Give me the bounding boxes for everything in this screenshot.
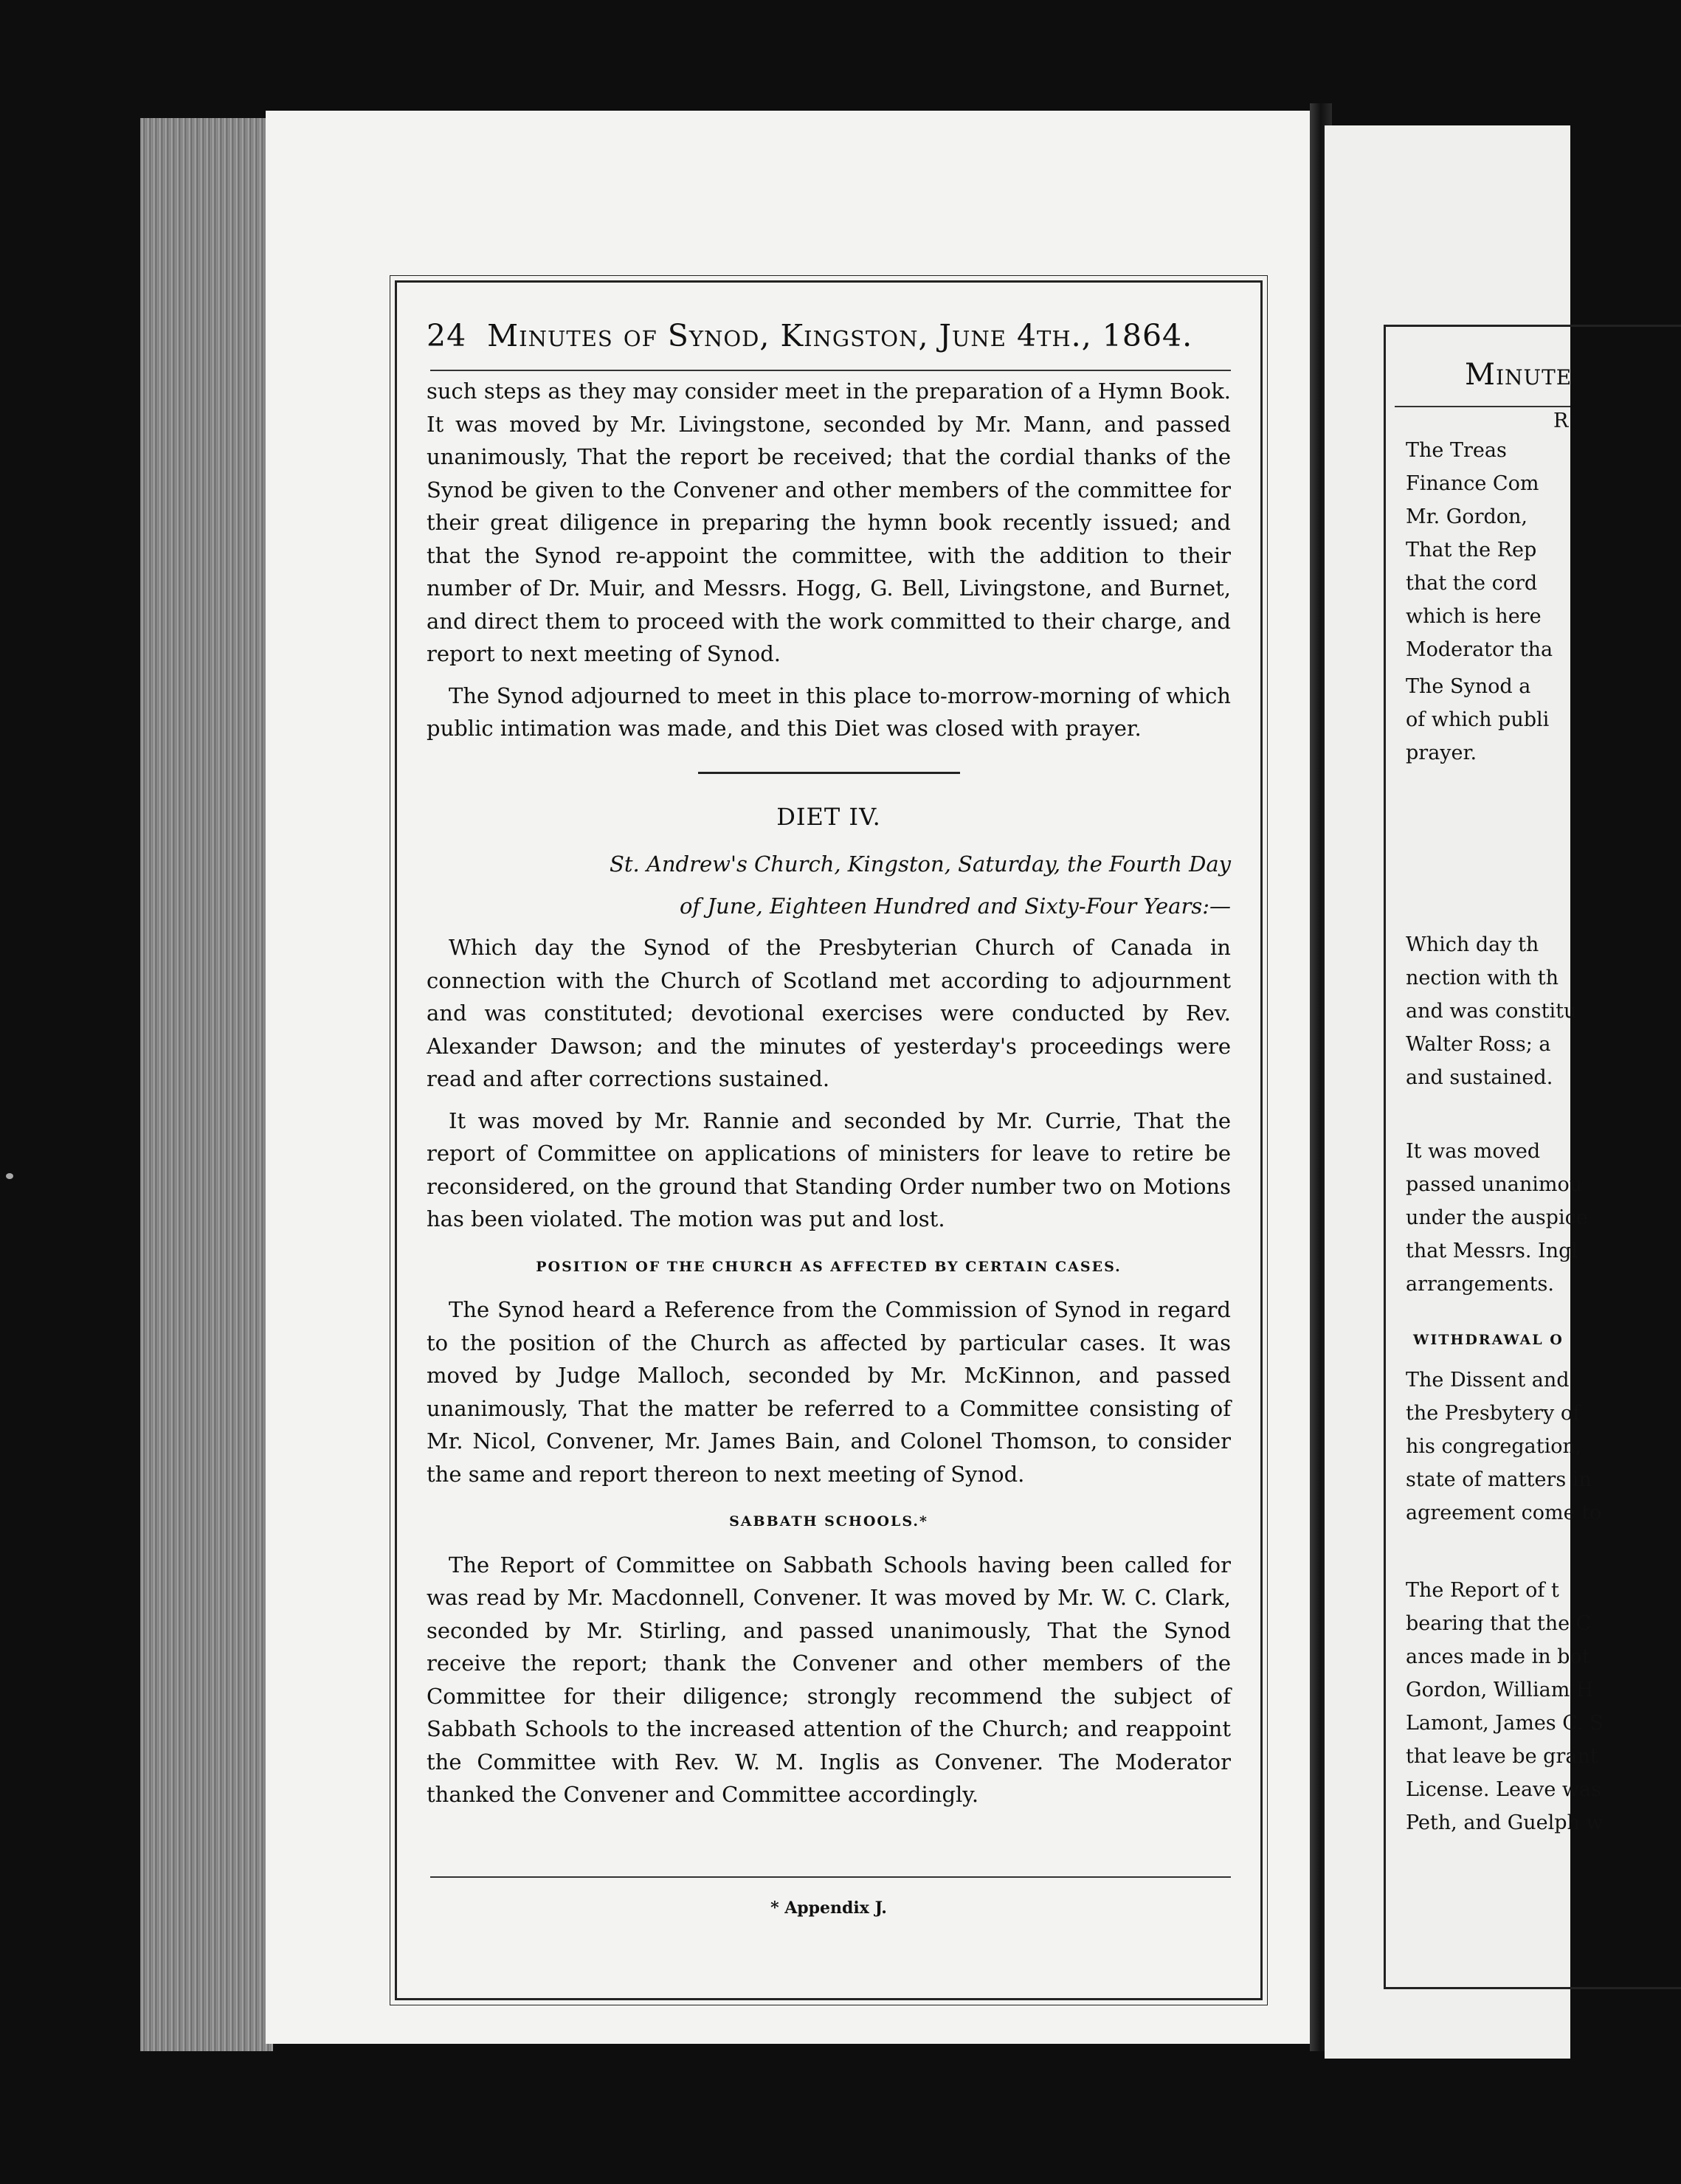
section-divider (698, 772, 960, 774)
right-page-line: that leave be grant (1406, 1745, 1598, 1768)
right-page-line: It was moved (1406, 1140, 1541, 1163)
paragraph-hymn-book: such steps as they may consider meet in the preparation of a Hymn Book. It was moved by Mr. Livingstone, seconded by Mr. Mann, and passed unanimously, That the report be received; that the cordial thanks of the Synod be given to the Convener and other members of the committee for their great diligence in preparing the hymn book recently issued; and that the Synod re-appoint the committee, with the addition to their number of Dr. Muir, and Messrs. Hogg, G. Bell, Livingstone, and Burnet, and direct them to proceed with the work committed to their charge, and report to next meeting of Synod. (427, 379, 1231, 666)
paragraph-adjourned: The Synod adjourned to meet in this place to-morrow-morning of which public intimation was made, and this Diet was closed with prayer. (427, 682, 1231, 741)
page-body (427, 375, 1231, 1820)
subhead-position-of-church: POSITION OF THE CHURCH AS AFFECTED BY CERTAIN CASES. (536, 1258, 1122, 1275)
paragraph-motion: It was moved by Mr. Rannie and seconded by Mr. Currie, That the report of Committee on applications of ministers for leave to retire be reconsidered, on the ground that Standing Order number two on Motions has been violated. The motion was put and lost. (427, 1107, 1231, 1231)
footnote: * Appendix J. (770, 1898, 887, 1918)
page-number: 24 (427, 318, 467, 353)
right-page-line: and was constitu (1406, 1000, 1577, 1023)
place-line-2: of June, Eighteen Hundred and Sixty-Four Years:— (680, 893, 1231, 919)
right-page-line: Walter Ross; a (1406, 1033, 1551, 1056)
right-page-line: Mr. Gordon, (1406, 505, 1528, 528)
right-page-line: and sustained. (1406, 1066, 1553, 1089)
right-page-line: The Report of t (1406, 1579, 1559, 1602)
right-page-line: his congregation, (1406, 1435, 1582, 1458)
right-page-line: The Treas (1406, 439, 1507, 462)
right-page-line: License. Leave was (1406, 1778, 1601, 1801)
right-page-line: WITHDRAWAL O (1413, 1332, 1564, 1348)
right-page-line: arrangements. (1406, 1273, 1554, 1296)
right-page-line: Peth, and Guelph w (1406, 1811, 1604, 1834)
right-page-line: Gordon, William H (1406, 1679, 1594, 1701)
right-page-line: The Synod a (1406, 675, 1531, 698)
left-page-frame (395, 280, 1263, 2000)
right-page-line: which is here (1406, 605, 1542, 628)
right-page-line: under the auspice (1406, 1206, 1588, 1229)
right-page-line: that the cord (1406, 572, 1538, 595)
paragraph-sabbath-schools: The Report of Committee on Sabbath Schools having been called for was read by Mr. Macdonnell, Convener. It was moved by Mr. W. C. Clark, seconded by Mr. Stirling, and passed unanimously, That the Synod receive the report; thank the Convener and other members of the Committee for their diligence; strongly recommend the subject of Sabbath Schools to the increased attention of the Church; and reappoint the Committee with Rev. W. M. Inglis as Convener. The Moderator thanked the Convener and Committee accordingly. (427, 1552, 1231, 1807)
footer-rule (430, 1876, 1231, 1878)
page-header (427, 318, 1231, 362)
right-page-line: That the Rep (1406, 539, 1537, 561)
right-page-line: the Presbytery of (1406, 1402, 1581, 1425)
running-title: Minutes of Synod, Kingston, June 4th., 1864. (487, 318, 1193, 353)
diet-heading: DIET IV. (776, 802, 881, 831)
right-page-line: agreement come to (1406, 1502, 1602, 1524)
right-page-line: Moderator tha (1406, 638, 1553, 661)
right-page-line: prayer. (1406, 742, 1477, 764)
right-page-line: of which publi (1406, 708, 1550, 731)
right-page-line: R (1553, 410, 1569, 432)
paragraph-position-of-church: The Synod heard a Reference from the Commission of Synod in regard to the position of the Church as affected by particular cases. It was moved by Judge Malloch, seconded by Mr. McKinnon, and passed unanimously, That the matter be referred to a Committee consisting of Mr. Nicol, Convener, Mr. James Bain, and Colonel Thomson, to consider the same and report thereon to next meeting of Synod. (427, 1297, 1231, 1487)
place-line-1: St. Andrew's Church, Kingston, Saturday, the Fourth Day (609, 851, 1231, 877)
right-page-line: nection with th (1406, 967, 1559, 989)
right-header-rule (1395, 406, 1570, 407)
scan-speck (6, 1173, 13, 1179)
right-page-line: The Dissent and (1406, 1369, 1570, 1392)
header-rule (430, 370, 1231, 371)
right-page-line: Which day th (1406, 933, 1539, 956)
right-page-line: passed unanimou (1406, 1173, 1583, 1196)
subhead-sabbath-schools: SABBATH SCHOOLS.* (729, 1513, 928, 1530)
right-running-title: Minute (1465, 358, 1573, 392)
paragraph-which-day: Which day the Synod of the Presbyterian Church of Canada in connection with the Church of Scotland met according to adjournment and was constituted; devotional exercises were conducted by Rev. Alexander Dawson; and the minutes of yesterday's proceedings were read and after corrections sustained. (427, 935, 1231, 1091)
right-page-line: state of matters in (1406, 1468, 1592, 1491)
right-page-line: ances made in bot (1406, 1645, 1590, 1668)
right-page-line: that Messrs. Ingl (1406, 1240, 1578, 1262)
right-page-line: Lamont, James C. S (1406, 1712, 1604, 1735)
right-page-line: bearing that the C (1406, 1612, 1592, 1635)
book-page-edge (140, 118, 273, 2051)
right-page-line: Finance Com (1406, 472, 1539, 495)
